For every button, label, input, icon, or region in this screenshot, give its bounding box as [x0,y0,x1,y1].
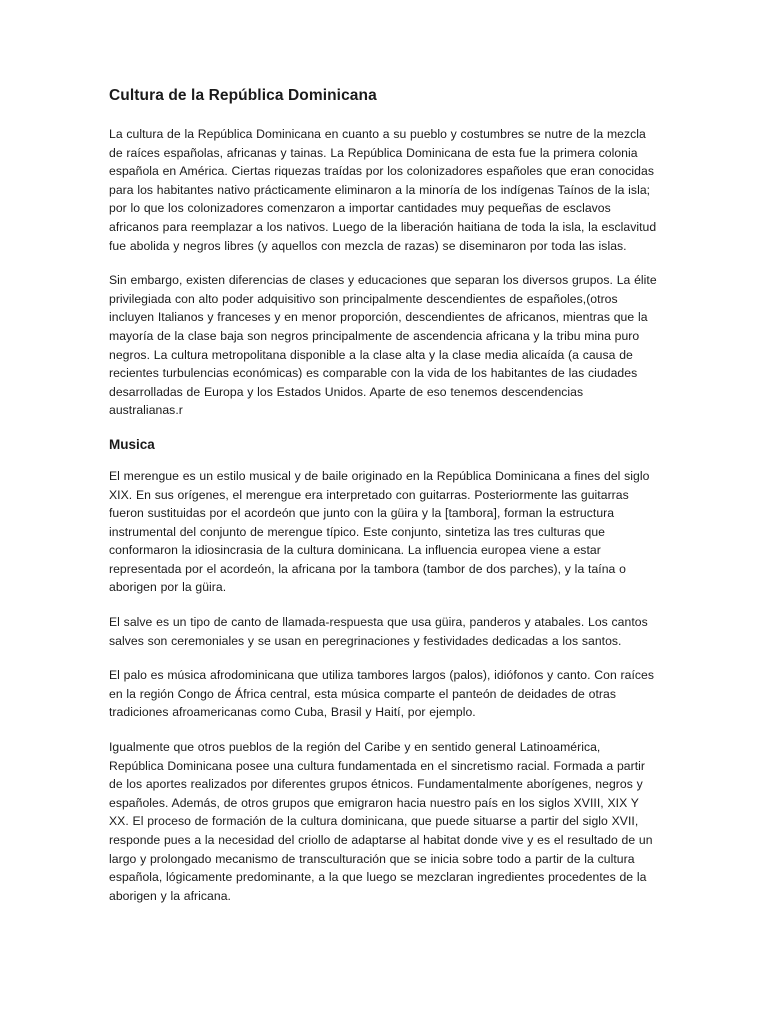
paragraph-palo: El palo es música afrodominicana que utiliza tambores largos (palos), idiófonos y canto. Con raíces en la región Congo de África central, esta música comparte el panteón de deidades de otras tradiciones afroamericanas como Cuba, Brasil y Haití, por ejemplo. [109,668,654,720]
paragraph-intro-2: Sin embargo, existen diferencias de clases y educaciones que separan los diversos grupos. La élite privilegiada con alto poder adquisitivo son principalmente descendientes de españoles,(otros incluyen Italianos y franceses y en menor proporción, descendientes de africanos, mientras que la mayoría de la clase baja son negros principalmente de ascendencia africana y la tribu mina puro negros. La cultura metropolitana disponible a la clase alta y la clase media alicaída (a causa de recientes turbulencias económicas) es comparable con la vida de los habitantes de las ciudades desarrolladas de Europa y los Estados Unidos. Aparte de eso tenemos descendencias australianas.r [109,273,657,418]
section-heading-musica: Musica [109,436,155,452]
paragraph-intro-1: La cultura de la República Dominicana en cuanto a su pueblo y costumbres se nutre de la mezcla de raíces españolas, africanas y tainas. La República Dominicana de esta fue la primera colonia española en América. Ciertas riquezas traídas por los colonizadores españoles que eran conocidas para los habitantes nativo prácticamente eliminaron a la minoría de los indígenas Taínos de la isla; por lo que los colonizadores comenzaron a importar cantidades muy pequeñas de esclavos africanos para reemplazar a los nativos. Luego de la liberación haitiana de toda la isla, la esclavitud fue abolida y negros libres (y aquellos con mezcla de razas) se diseminaron por toda las islas. [109,127,657,253]
document-title: Cultura de la República Dominicana [109,87,377,104]
paragraph-sincretismo: Igualmente que otros pueblos de la región del Caribe y en sentido general Latinoamérica, República Dominicana posee una cultura fundamentada en el sincretismo racial. Formada a partir de los aportes realizados por diferentes grupos étnicos. Fundamentalmente aborígenes, negros y españoles. Además, de otros grupos que emigraron hacia nuestro país en los siglos XVIII, XIX Y XX. El proceso de formación de la cultura dominicana, que puede situarse a partir del siglo XVII, responde pues a la necesidad del criollo de adaptarse al habitat donde vive y es el resultado de un largo y prolongado mecanismo de transculturación que se inicia sobre todo a partir de la cultura española, lógicamente predominante, a la que luego se mezclaran ingredientes procedentes de la aborigen y la africana. [109,740,653,903]
document-page [109,86,657,921]
paragraph-salve: El salve es un tipo de canto de llamada-respuesta que usa güira, panderos y atabales. Los cantos salves son ceremoniales y se usan en peregrinaciones y festividades dedicadas a los santos. [109,615,648,648]
paragraph-merengue: El merengue es un estilo musical y de baile originado en la República Dominicana a fines del siglo XIX. En sus orígenes, el merengue era interpretado con guitarras. Posteriormente las guitarras fueron sustituidas por el acordeón que junto con la güira y la [tambora], forman la estructura instrumental del conjunto de merengue típico. Este conjunto, sintetiza las tres culturas que conformaron la idiosincrasia de la cultura dominicana. La influencia europea viene a estar representada por el acordeón, la africana por la tambora (tambor de dos parches), y la taína o aborigen por la güira. [109,468,650,595]
